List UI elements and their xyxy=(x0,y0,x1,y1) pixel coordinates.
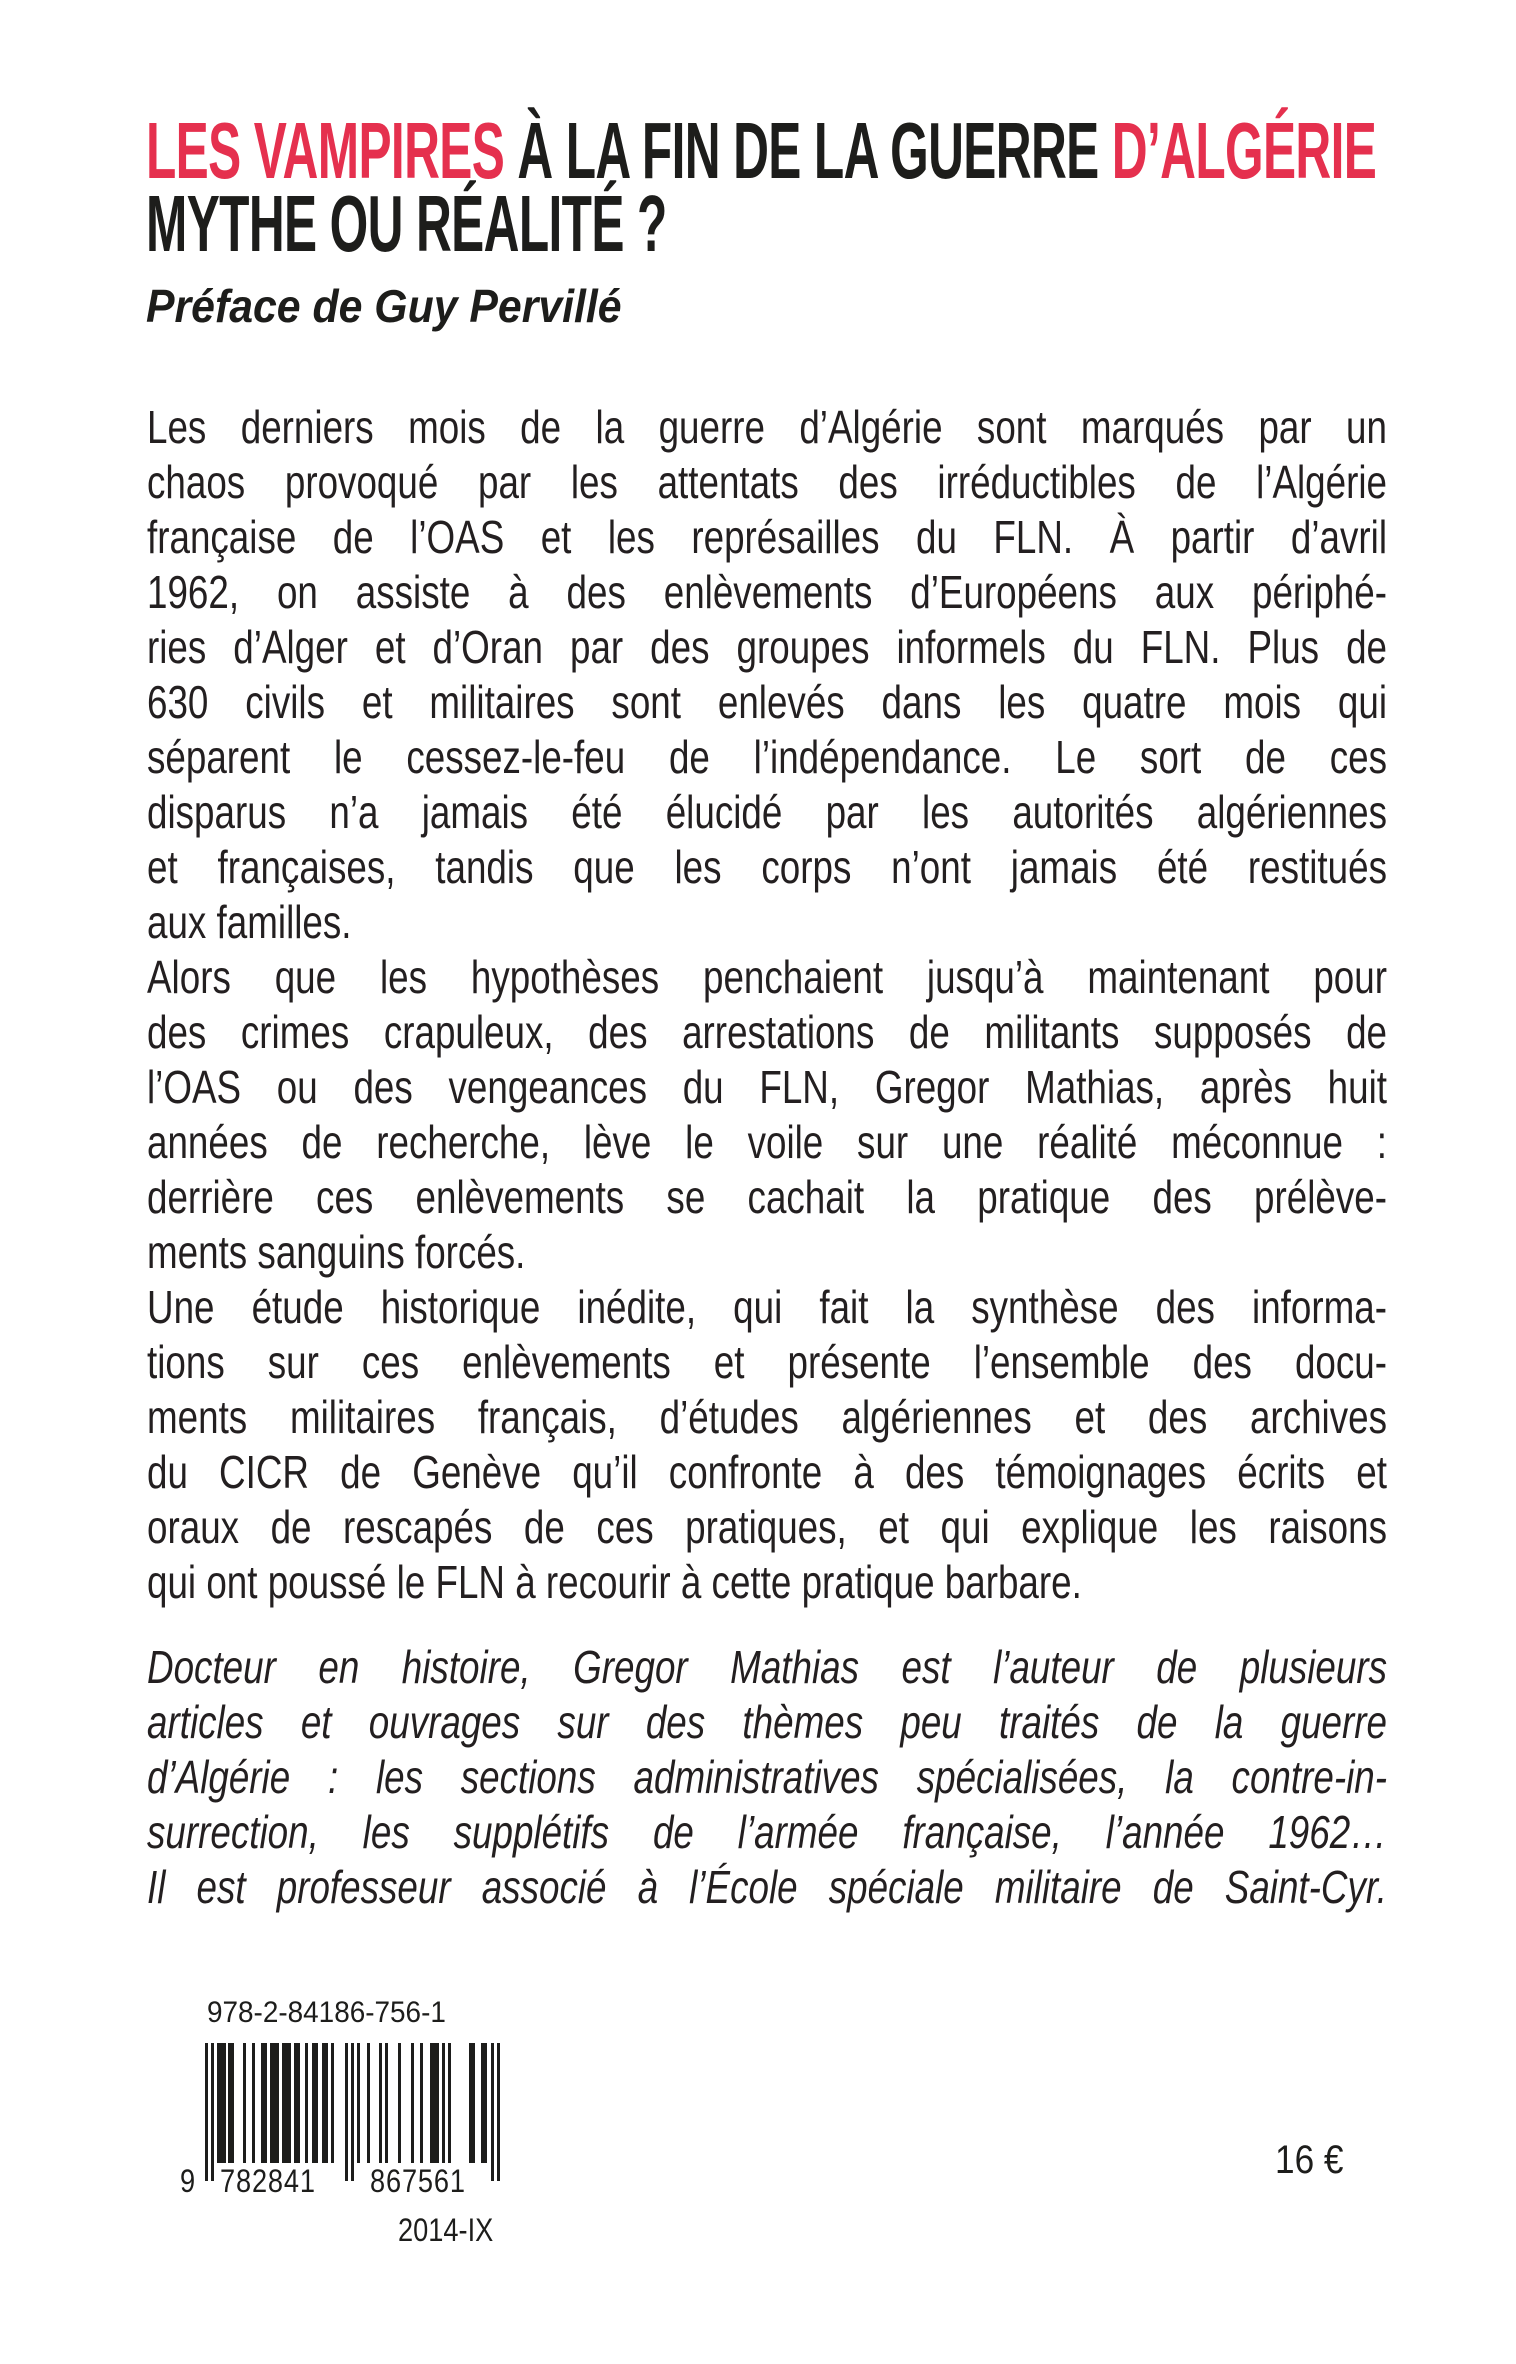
summary-line: années de recherche, lève le voile sur une réalité méconnue : xyxy=(147,1116,1387,1168)
summary-line: française de l’OAS et les représailles du FLN. À partir d’avril xyxy=(147,511,1387,563)
bio-line: Il est professeur associé à l’École spéciale militaire de Saint-Cyr. xyxy=(147,1861,1387,1913)
summary-line: qui ont poussé le FLN à recourir à cette pratique barbare. xyxy=(147,1556,1082,1608)
isbn-text: 978-2-84186-756-1 xyxy=(207,1996,446,2029)
barcode-right-group: 867561 xyxy=(370,2163,466,2199)
title-line-2: MYTHE OU RÉALITÉ ? xyxy=(146,179,667,268)
summary-line: tions sur ces enlèvements et présente l’ensemble des docu- xyxy=(147,1336,1387,1388)
bio-line: articles et ouvrages sur des thèmes peu traités de la guerre xyxy=(147,1696,1387,1748)
summary-line: 1962, on assiste à des enlèvements d’Européens aux périphé- xyxy=(147,566,1387,618)
summary-line: chaos provoqué par les attentats des irréductibles de l’Algérie xyxy=(147,456,1387,508)
bio-line: surrection, les supplétifs de l’armée française, l’année 1962… xyxy=(147,1806,1387,1858)
summary-line: Les derniers mois de la guerre d’Algérie sont marqués par un xyxy=(147,401,1387,453)
summary-line: Une étude historique inédite, qui fait la synthèse des informa- xyxy=(147,1281,1387,1333)
ean13-barcode-icon xyxy=(205,2043,505,2183)
summary-line: l’OAS ou des vengeances du FLN, Gregor Mathias, après huit xyxy=(147,1061,1387,1113)
summary-line: oraux de rescapés de ces pratiques, et qui explique les raisons xyxy=(147,1501,1387,1553)
bio-line: Docteur en histoire, Gregor Mathias est l’auteur de plusieurs xyxy=(147,1641,1387,1693)
author-bio xyxy=(147,1640,1387,1920)
summary-text xyxy=(147,400,1387,1620)
summary-line: ries d’Alger et d’Oran par des groupes informels du FLN. Plus de xyxy=(147,621,1387,673)
bio-line: d’Algérie : les sections administratives spécialisées, la contre-in- xyxy=(147,1751,1387,1803)
summary-line: séparent le cessez-le-feu de l’indépendance. Le sort de ces xyxy=(147,731,1387,783)
summary-line: 630 civils et militaires sont enlevés dans les quatre mois qui xyxy=(147,676,1387,728)
summary-line: du CICR de Genève qu’il confronte à des témoignages écrits et xyxy=(147,1446,1387,1498)
summary-line: des crimes crapuleux, des arrestations de militants supposés de xyxy=(147,1006,1387,1058)
barcode-left-group: 782841 xyxy=(220,2163,316,2199)
barcode-first-digit: 9 xyxy=(180,2163,196,2199)
title-vampires: LES VAMPIRES xyxy=(146,106,505,195)
summary-line: derrière ces enlèvements se cachait la pratique des prélève- xyxy=(147,1171,1387,1223)
title-middle: À LA FIN DE LA GUERRE xyxy=(504,106,1112,195)
edition-code: 2014-IX xyxy=(398,2212,494,2248)
price-label: 16 € xyxy=(1275,2138,1344,2182)
summary-line: Alors que les hypothèses penchaient jusqu’à maintenant pour xyxy=(147,951,1387,1003)
title-algerie: D’ALGÉRIE xyxy=(1111,106,1377,195)
summary-line: aux familles. xyxy=(147,896,352,948)
summary-line: ments sanguins forcés. xyxy=(147,1226,526,1278)
preface-credit: Préface de Guy Pervillé xyxy=(146,280,622,332)
summary-line: disparus n’a jamais été élucidé par les autorités algériennes xyxy=(147,786,1387,838)
summary-line: et françaises, tandis que les corps n’ont jamais été restitués xyxy=(147,841,1387,893)
summary-line: ments militaires français, d’études algériennes et des archives xyxy=(147,1391,1387,1443)
